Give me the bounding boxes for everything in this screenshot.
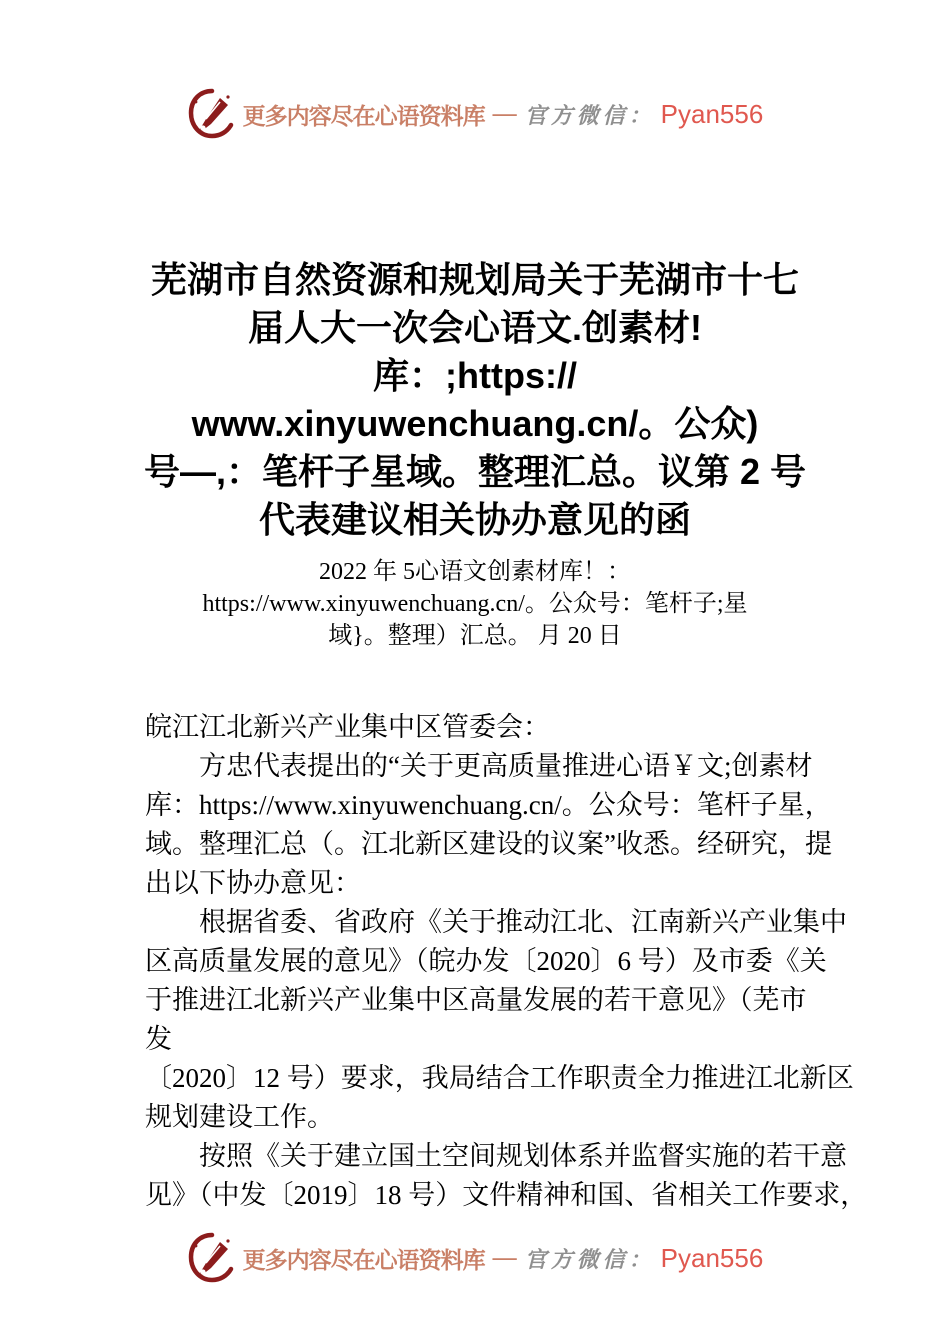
body-line: 〔2020〕12 号）要求，我局结合工作职责全力推进江北新区 [145, 1063, 854, 1093]
document-body [145, 708, 868, 1215]
dateline-line: https://www.xinyuwenchuang.cn/。公众号：笔杆子;星 [202, 591, 748, 617]
watermark-account-text: Pyan556 [660, 1242, 764, 1273]
dateline-line: 域}。整理）汇总。 月 20 日 [328, 623, 622, 649]
body-line: 见》（中发〔2019〕18 号）文件精神和国、省相关工作要求， [145, 1180, 868, 1210]
title-line: 芜湖市自然资源和规划局关于芜湖市十七 [150, 259, 799, 300]
footer-watermark [0, 1232, 950, 1284]
pen-nib-circle-icon [187, 88, 237, 140]
watermark-channel-text: 官方微信： [524, 1246, 655, 1272]
body-line: 方忠代表提出的“关于更高质量推进心语￥文;创素材 [145, 751, 813, 781]
watermark-brand-text: 更多内容尽在心语资料库 [242, 1247, 485, 1273]
body-line: 皖江江北新兴产业集中区管委会： [145, 712, 550, 742]
document-title [55, 256, 895, 544]
watermark-account-text: Pyan556 [660, 98, 764, 129]
body-line: 规划建设工作。 [145, 1102, 334, 1132]
watermark-channel-text: 官方微信： [524, 102, 655, 128]
title-line: www.xinyuwenchuang.cn/。公众) [191, 403, 759, 444]
body-line: 于推进江北新兴产业集中区高量发展的若干意见》（芜市 [145, 985, 807, 1015]
header-watermark [0, 88, 950, 140]
pen-nib-circle-icon [187, 1232, 237, 1284]
title-line: 代表建议相关协办意见的函 [258, 499, 691, 540]
body-line: 区高质量发展的意见》（皖办发〔2020〕6 号）及市委《关 [145, 946, 827, 976]
body-line: 库：https://www.xinyuwenchuang.cn/。公众号：笔杆子星， [145, 790, 832, 820]
title-line: 库：;https:// [373, 355, 577, 396]
title-line: 届人大一次会心语文.创素材! [248, 307, 702, 348]
watermark-dash: — [492, 1244, 517, 1271]
title-line: 号—,：笔杆子星域。整理汇总。议第 2 号 [143, 451, 807, 492]
body-line: 按照《关于建立国土空间规划体系并监督实施的若干意 [145, 1141, 847, 1171]
body-line: 出以下协办意见： [145, 868, 361, 898]
watermark-brand-text: 更多内容尽在心语资料库 [242, 103, 485, 129]
body-line: 根据省委、省政府《关于推动江北、江南新兴产业集中 [145, 907, 847, 937]
watermark-dash: — [492, 100, 517, 127]
document-dateline [55, 556, 895, 652]
dateline-line: 2022 年 5心语文创素材库！： [319, 559, 631, 585]
body-line: 发 [145, 1024, 172, 1054]
body-line: 域。整理汇总（。江北新区建设的议案”收悉。经研究，提 [145, 829, 832, 859]
